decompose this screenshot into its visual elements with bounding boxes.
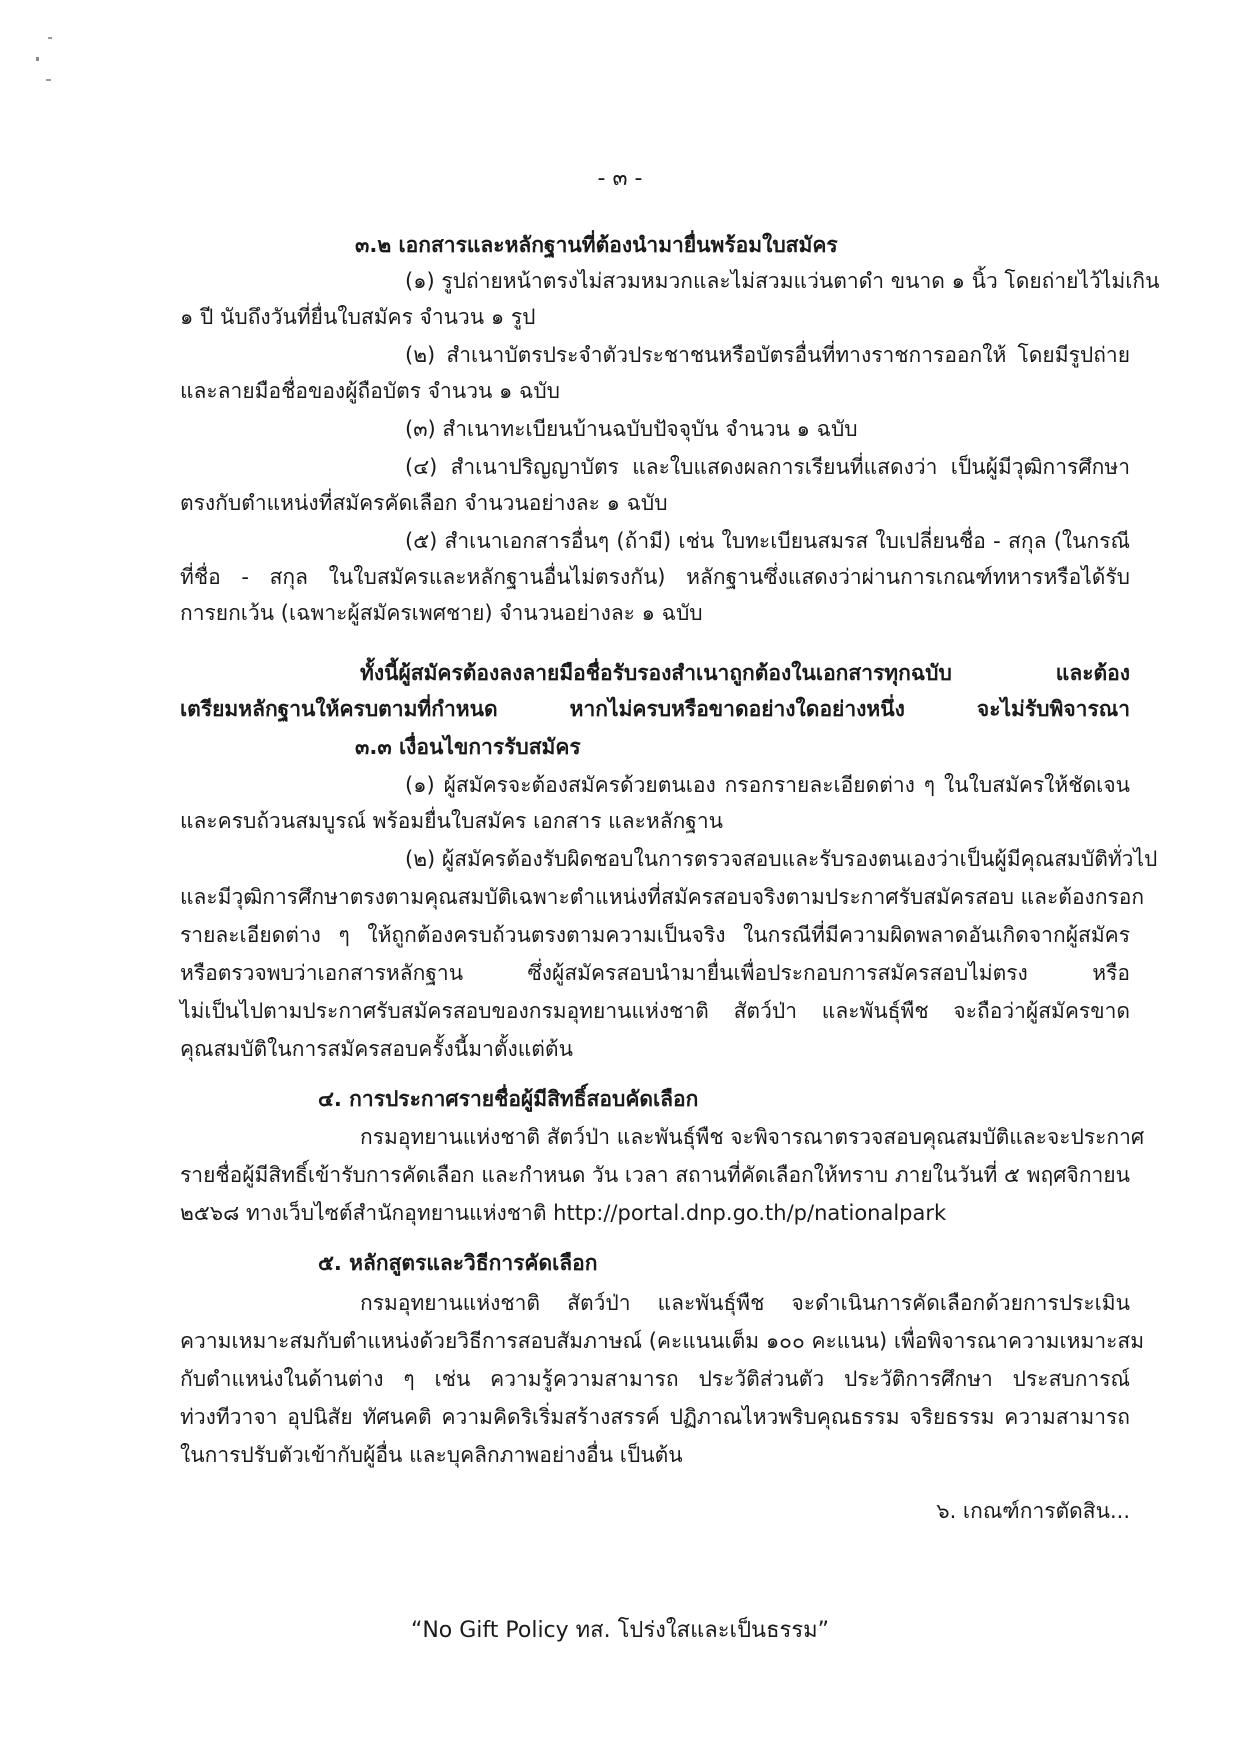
section-3-2-heading: ๓.๒ เอกสารและหลักฐานที่ต้องนำมายื่นพร้อมใบสมัคร (355, 233, 838, 257)
s5-line1: กรมอุทยานแห่งชาติ สัตว์ป่า และพันธุ์พืช จะดำเนินการคัดเลือกด้วยการประเมิน (360, 1291, 1130, 1315)
s5-line2: ความเหมาะสมกับตำแหน่งด้วยวิธีการสอบสัมภาษณ์ (คะแนนเต็ม ๑๐๐ คะแนน) เพื่อพิจารณาความเหมาะสม (180, 1329, 1145, 1353)
s32-item3-line1: (๓) สำเนาทะเบียนบ้านฉบับปัจจุบัน จำนวน ๑ ฉบับ (405, 417, 858, 441)
s4-line2: รายชื่อผู้มีสิทธิ์เข้ารับการคัดเลือก และกำหนด วัน เวลา สถานที่คัดเลือกให้ทราบ ภายในวันที่ ๕ พฤศจิกายน (180, 1163, 1130, 1187)
scan-specks (30, 35, 60, 95)
s32-note-line2: เตรียมหลักฐานให้ครบตามที่กำหนด หากไม่ครบหรือขาดอย่างใดอย่างหนึ่ง จะไม่รับพิจารณา (180, 697, 1130, 721)
s5-line4: ท่วงทีวาจา อุปนิสัย ทัศนคติ ความคิดริเริ่มสร้างสรรค์ ปฏิภาณไหวพริบคุณธรรม จริยธรรม ความสามารถ (180, 1405, 1130, 1429)
s32-item2-line1: (๒) สำเนาบัตรประจำตัวประชาชนหรือบัตรอื่นที่ทางราชการออกให้ โดยมีรูปถ่าย (405, 343, 1130, 367)
s33-item2-line1: (๒) ผู้สมัครต้องรับผิดชอบในการตรวจสอบและรับรองตนเองว่าเป็นผู้มีคุณสมบัติทั่วไป (405, 847, 1158, 871)
s32-note-line1: ทั้งนี้ผู้สมัครต้องลงลายมือชื่อรับรองสำเนาถูกต้องในเอกสารทุกฉบับ และต้อง (360, 661, 1130, 685)
section-4-heading: ๔. การประกาศรายชื่อผู้มีสิทธิ์สอบคัดเลือก (318, 1087, 699, 1111)
s4-line3: ๒๕๖๘ ทางเว็บไซต์สำนักอุทยานแห่งชาติ http://portal.dnp.go.th/p/nationalpark (180, 1201, 947, 1225)
continuation-note: ๖. เกณฑ์การตัดสิน... (936, 1499, 1130, 1523)
s33-item1-line2: และครบถ้วนสมบูรณ์ พร้อมยื่นใบสมัคร เอกสาร และหลักฐาน (180, 809, 724, 833)
s33-item2-line6: คุณสมบัติในการสมัครสอบครั้งนี้มาตั้งแต่ต้น (180, 1037, 573, 1061)
section-3-3-heading: ๓.๓ เงื่อนไขการรับสมัคร (355, 735, 581, 759)
s32-item1-line1: (๑) รูปถ่ายหน้าตรงไม่สวมหมวกและไม่สวมแว่นตาดำ ขนาด ๑ นิ้ว โดยถ่ายไว้ไม่เกิน (405, 269, 1160, 293)
s32-item2-line2: และลายมือชื่อของผู้ถือบัตร จำนวน ๑ ฉบับ (180, 379, 560, 403)
s33-item1-line1: (๑) ผู้สมัครจะต้องสมัครด้วยตนเอง กรอกรายละเอียดต่าง ๆ ในใบสมัครให้ชัดเจน (405, 773, 1130, 797)
s4-line1: กรมอุทยานแห่งชาติ สัตว์ป่า และพันธุ์พืช จะพิจารณาตรวจสอบคุณสมบัติและจะประกาศ (360, 1125, 1145, 1149)
s32-item5-line1: (๕) สำเนาเอกสารอื่นๆ (ถ้ามี) เช่น ใบทะเบียนสมรส ใบเปลี่ยนชื่อ - สกุล (ในกรณี (405, 529, 1130, 553)
s5-line5: ในการปรับตัวเข้ากับผู้อื่น และบุคลิกภาพอย่างอื่น เป็นต้น (180, 1443, 683, 1467)
s32-item1-line2: ๑ ปี นับถึงวันที่ยื่นใบสมัคร จำนวน ๑ รูป (180, 305, 536, 329)
footer-slogan: “No Gift Policy ทส. โปร่งใสและเป็นธรรม” (410, 1618, 830, 1643)
s33-item2-line2: และมีวุฒิการศึกษาตรงตามคุณสมบัติเฉพาะตำแหน่งที่สมัครสอบจริงตามประกาศรับสมัครสอบ และต้องกรอก (180, 885, 1145, 909)
page-number: - ๓ - (597, 166, 643, 191)
s32-item5-line2: ที่ชื่อ - สกุล ในใบสมัครและหลักฐานอื่นไม่ตรงกัน) หลักฐานซึ่งแสดงว่าผ่านการเกณฑ์ทหารหรือได้รับ (180, 565, 1130, 589)
s5-line3: กับตำแหน่งในด้านต่าง ๆ เช่น ความรู้ความสามารถ ประวัติส่วนตัว ประวัติการศึกษา ประสบการณ์ (180, 1367, 1130, 1391)
s32-item4-line1: (๔) สำเนาปริญญาบัตร และใบแสดงผลการเรียนที่แสดงว่า เป็นผู้มีวุฒิการศึกษา (405, 455, 1130, 479)
s33-item2-line3: รายละเอียดต่าง ๆ ให้ถูกต้องครบถ้วนตรงตามความเป็นจริง ในกรณีที่มีความผิดพลาดอันเกิดจากผู้สมัคร (180, 923, 1130, 947)
section-5-heading: ๕. หลักสูตรและวิธีการคัดเลือก (318, 1251, 598, 1275)
s32-item5-line3: การยกเว้น (เฉพาะผู้สมัครเพศชาย) จำนวนอย่างละ ๑ ฉบับ (180, 601, 703, 625)
s32-item4-line2: ตรงกับตำแหน่งที่สมัครคัดเลือก จำนวนอย่างละ ๑ ฉบับ (180, 491, 668, 515)
s33-item2-line4: หรือตรวจพบว่าเอกสารหลักฐาน ซึ่งผู้สมัครสอบนำมายื่นเพื่อประกอบการสมัครสอบไม่ตรง หรือ (180, 961, 1130, 985)
s33-item2-line5: ไม่เป็นไปตามประกาศรับสมัครสอบของกรมอุทยานแห่งชาติ สัตว์ป่า และพันธุ์พืช จะถือว่าผู้สมัครขาด (180, 999, 1130, 1023)
